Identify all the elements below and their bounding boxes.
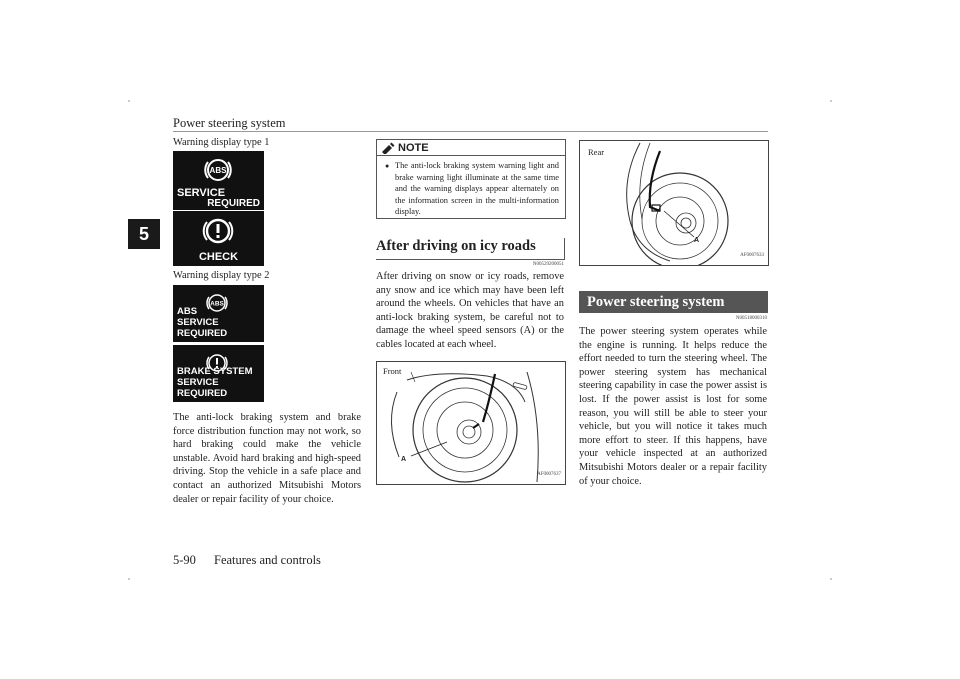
warning-text-line2: SERVICE REQUIRED xyxy=(177,317,228,339)
figure-label-rear: Rear xyxy=(588,147,605,157)
note-pencil-icon xyxy=(380,142,396,154)
warning-text-line1: SERVICE xyxy=(177,187,226,199)
front-wheel-figure xyxy=(376,361,566,485)
page-number: 5-90 xyxy=(173,553,196,567)
abs-circle-icon xyxy=(203,155,233,185)
callout-a: A xyxy=(694,237,700,244)
crop-mark xyxy=(128,578,130,580)
warning-display-check xyxy=(173,211,264,266)
reference-code: N00518000310 xyxy=(735,316,767,321)
warning-text-line1: CHECK xyxy=(198,251,239,263)
warning-display-brake-system xyxy=(173,345,264,402)
warning-text-line2: REQUIRED xyxy=(207,198,260,209)
header-divider xyxy=(173,131,768,132)
note-text: The anti-lock braking system warning light and brake warning light illuminate at the same time and the warning displays appear alternately on the information screen in the multi-information display. xyxy=(395,161,559,217)
svg-text:ABS: ABS xyxy=(209,166,227,175)
crop-mark xyxy=(830,100,832,102)
chapter-tab: 5 xyxy=(128,219,160,249)
warning-display-abs-service-required xyxy=(173,151,264,210)
warning-text-line1: BRAKE SYSTEM xyxy=(177,366,253,377)
rear-wheel-figure xyxy=(579,140,769,266)
section-heading-icy-roads: After driving on icy roads xyxy=(376,238,565,260)
warning-text-line2: SERVICE REQUIRED xyxy=(177,377,228,399)
warning-display-type2-label: Warning display type 2 xyxy=(173,270,270,281)
section-heading-power-steering: Power steering system xyxy=(579,291,768,313)
crop-mark xyxy=(128,100,130,102)
abs-failure-paragraph: The anti-lock braking system and brake force distribution function may not work, so hard braking could make the vehicle unstable. Avoid hard braking and high-speed driving. Stop the vehicle in a safe place and contact an authorized Mitsubishi Motors dealer or repair facility of your choice. xyxy=(173,412,361,505)
svg-text:ABS: ABS xyxy=(210,300,224,308)
warning-text-line1: ABS xyxy=(177,306,198,317)
icy-roads-paragraph: After driving on snow or icy roads, remove any snow and ice which may have been left around the wheels. On vehicles that have an anti-lock braking system, be careful not to damage the wheel speed sensors (A) or the cables located at each wheel. xyxy=(376,271,564,350)
figure-code: AF0007637 xyxy=(537,472,561,477)
power-steering-paragraph: The power steering system operates while the engine is running. It helps reduce the effort needed to turn the steering wheel. The power steering system has mechanical steering capability in case the power assist is lost. If the power assist is lost for some reason, you will still be able to steer your vehicle, but you will notice it takes much more effort to steer. If this happens, have your vehicle inspected at an authorized Mitsubishi Motors dealer or a repair facility of your choice. xyxy=(579,326,767,487)
crop-mark xyxy=(830,578,832,580)
reference-code: N00529200051 xyxy=(532,262,564,267)
front-wheel-illustration xyxy=(377,362,565,484)
note-box xyxy=(376,139,566,219)
warning-display-abs-service-required-type2 xyxy=(173,285,264,342)
note-label: NOTE xyxy=(398,141,429,154)
warning-display-type1-label: Warning display type 1 xyxy=(173,137,270,148)
exclamation-circle-icon xyxy=(201,214,235,248)
bullet-icon: ● xyxy=(385,162,390,170)
figure-label-front: Front xyxy=(383,366,402,376)
callout-a: A xyxy=(401,456,407,463)
page-header-title: Power steering system xyxy=(173,116,286,130)
figure-code: AF0007633 xyxy=(740,253,764,258)
footer-section-title: Features and controls xyxy=(214,553,321,567)
rear-wheel-illustration xyxy=(580,141,768,265)
